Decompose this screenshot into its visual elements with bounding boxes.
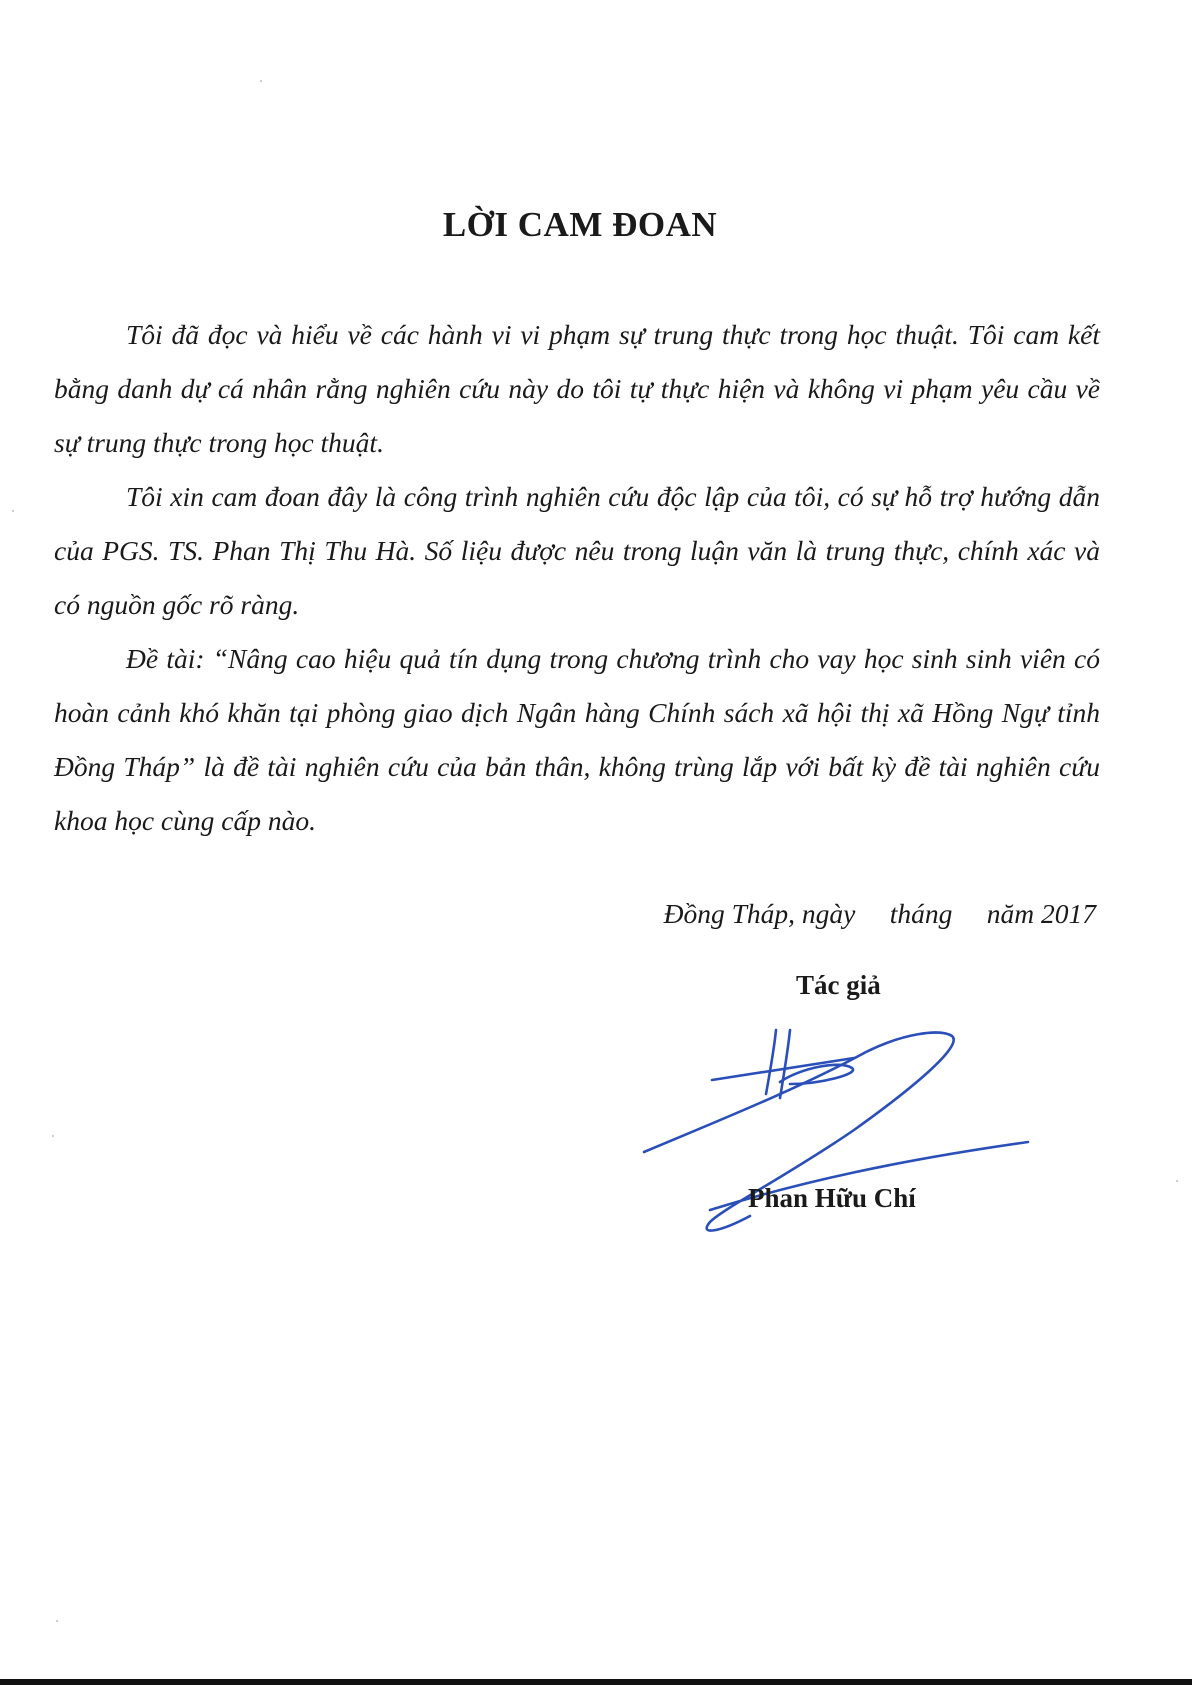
paragraph-independence: Tôi xin cam đoan đây là công trình nghiên cứu độc lập của tôi, có sự hỗ trợ hướng dẫn của PGS. TS. Phan Thị Thu Hà. Số liệu được nêu trong luận văn là trung thực, chính xác và có nguồn gốc rõ ràng. xyxy=(54,481,1100,620)
scan-speck xyxy=(260,80,262,82)
scan-speck xyxy=(1176,1180,1178,1182)
author-name: Phan Hữu Chí xyxy=(748,1183,916,1213)
signature-stroke-vertical-2 xyxy=(780,1030,790,1098)
scan-speck xyxy=(56,1620,58,1622)
scan-speck xyxy=(52,1135,54,1137)
author-label: Tác giả xyxy=(796,970,881,1000)
paragraph-integrity: Tôi đã đọc và hiểu về các hành vi vi phạm sự trung thực trong học thuật. Tôi cam kết bằng danh dự cá nhân rằng nghiên cứu này do tôi tự thực hiện và không vi phạm yêu cầu về sự trung thực trong học thuật. xyxy=(54,319,1100,458)
signature-stroke-vertical-1 xyxy=(766,1030,776,1094)
declaration-body xyxy=(54,308,1100,848)
scan-speck xyxy=(12,510,14,512)
place-date-line: Đồng Tháp, ngày tháng năm 2017 xyxy=(663,898,1096,929)
scan-bottom-edge xyxy=(0,1679,1192,1685)
document-title: LỜI CAM ĐOAN xyxy=(442,205,718,244)
paragraph-topic: Đề tài: “Nâng cao hiệu quả tín dụng trong chương trình cho vay học sinh sinh viên có hoàn cảnh khó khăn tại phòng giao dịch Ngân hàng Chính sách xã hội thị xã Hồng Ngự tỉnh Đồng Tháp” là đề tài nghiên cứu của bản thân, không trùng lắp với bất kỳ đề tài nghiên cứu khoa học cùng cấp nào. xyxy=(54,643,1100,836)
handwritten-signature xyxy=(640,1010,1040,1250)
